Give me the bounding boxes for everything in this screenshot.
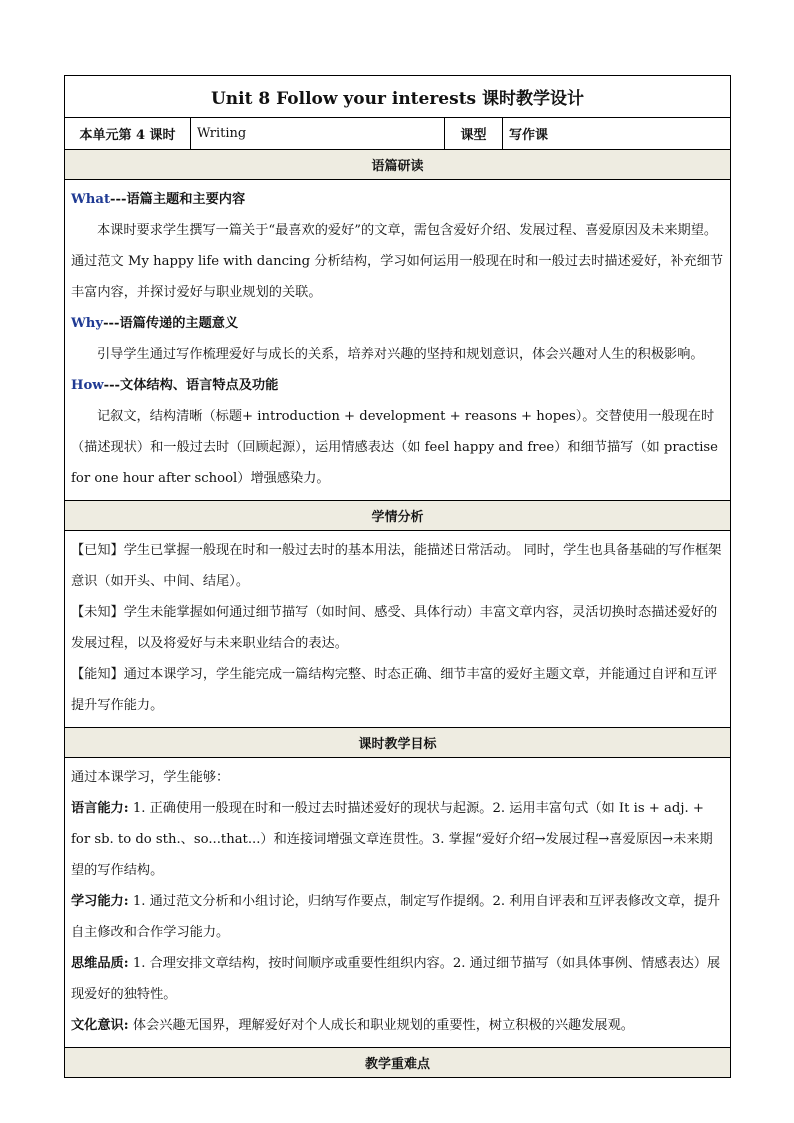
language-label: 语言能力:: [71, 801, 129, 816]
unknown-label: 【未知】: [71, 605, 124, 620]
language-body: 1. 正确使用一般现在时和一般过去时描述爱好的现状与起源。2. 运用丰富句式（如 It is + adj. + for sb. to do sth.、so...that...）和连接词增强文章连贯性。3. 掌握“爱好介绍→发展过程→喜爱原因→未来期望的写作结构。: [71, 801, 713, 878]
what-keyword: What: [71, 192, 111, 207]
language-objective: [71, 793, 724, 886]
known-body: 学生已掌握一般现在时和一般过去时的基本用法，能描述日常活动。 同时，学生也具备基础的写作框架意识（如开头、中间、结尾）。: [71, 543, 722, 589]
unknown-paragraph: [71, 597, 724, 659]
what-title: ---语篇主题和主要内容: [110, 192, 246, 207]
why-heading: [71, 308, 724, 339]
learning-label: 学习能力:: [71, 894, 129, 909]
how-heading: [71, 370, 724, 401]
how-title: ---文体结构、语言特点及功能: [103, 378, 279, 393]
able-paragraph: [71, 659, 724, 721]
why-keyword: Why: [71, 316, 104, 331]
lesson-type-value: 写作课: [503, 118, 731, 150]
lesson-number-label: 本单元第 4 课时: [65, 118, 191, 150]
lesson-number-value: Writing: [191, 118, 445, 150]
section-heading-learner-analysis: 学情分析: [65, 501, 731, 531]
lesson-type-label: 课型: [445, 118, 503, 150]
what-body: 本课时要求学生撰写一篇关于“最喜欢的爱好”的文章，需包含爱好介绍、发展过程、喜爱原因及未来期望。通过范文 My happy life with dancing 分析结构，学习如何运用一般现在时和一般过去时描述爱好，补充细节丰富内容，并探讨爱好与职业规划的关联。: [71, 223, 724, 300]
section-heading-objectives: 课时教学目标: [65, 728, 731, 758]
document-title: Unit 8 Follow your interests 课时教学设计: [65, 76, 731, 118]
able-label: 【能知】: [71, 667, 124, 682]
unknown-body: 学生未能掌握如何通过细节描写（如时间、感受、具体行动）丰富文章内容，灵活切换时态描述爱好的发展过程，以及将爱好与未来职业结合的表达。: [71, 605, 718, 651]
thinking-objective: [71, 948, 724, 1010]
culture-body: 体会兴趣无国界，理解爱好对个人成长和职业规划的重要性，树立积极的兴趣发展观。: [128, 1018, 634, 1033]
thinking-label: 思维品质:: [71, 956, 129, 971]
why-body: 引导学生通过写作梳理爱好与成长的关系，培养对兴趣的坚持和规划意识，体会兴趣对人生的积极影响。: [97, 347, 704, 362]
thinking-body: 1. 合理安排文章结构，按时间顺序或重要性组织内容。2. 通过细节描写（如具体事例、情感表达）展现爱好的独特性。: [71, 956, 721, 1002]
how-body: 记叙文，结构清晰（标题+ introduction + development + reasons + hopes）。交替使用一般现在时（描述现状）和一般过去时（回顾起源），运用情感表达（如 feel happy and free）和细节描写（如 practise for one hour after school）增强感染力。: [71, 409, 718, 486]
culture-label: 文化意识:: [71, 1018, 129, 1033]
learning-objective: [71, 886, 724, 948]
section-heading-key-difficulties: 教学重难点: [65, 1048, 731, 1078]
objectives-content: [65, 758, 731, 1048]
known-paragraph: [71, 535, 724, 597]
what-heading: [71, 184, 724, 215]
how-keyword: How: [71, 378, 104, 393]
objectives-intro: 通过本课学习，学生能够：: [71, 770, 230, 785]
lesson-plan-table: [64, 75, 731, 1078]
culture-objective: [71, 1010, 724, 1041]
learning-body: 1. 通过范文分析和小组讨论，归纳写作要点，制定写作提纲。2. 利用自评表和互评表修改文章，提升自主修改和合作学习能力。: [71, 894, 721, 940]
section-heading-text-analysis: 语篇研读: [65, 150, 731, 180]
known-label: 【已知】: [71, 543, 124, 558]
why-title: ---语篇传递的主题意义: [103, 316, 239, 331]
text-analysis-content: [65, 180, 731, 501]
able-body: 通过本课学习，学生能完成一篇结构完整、时态正确、细节丰富的爱好主题文章，并能通过自评和互评提升写作能力。: [71, 667, 718, 713]
learner-analysis-content: [65, 531, 731, 728]
